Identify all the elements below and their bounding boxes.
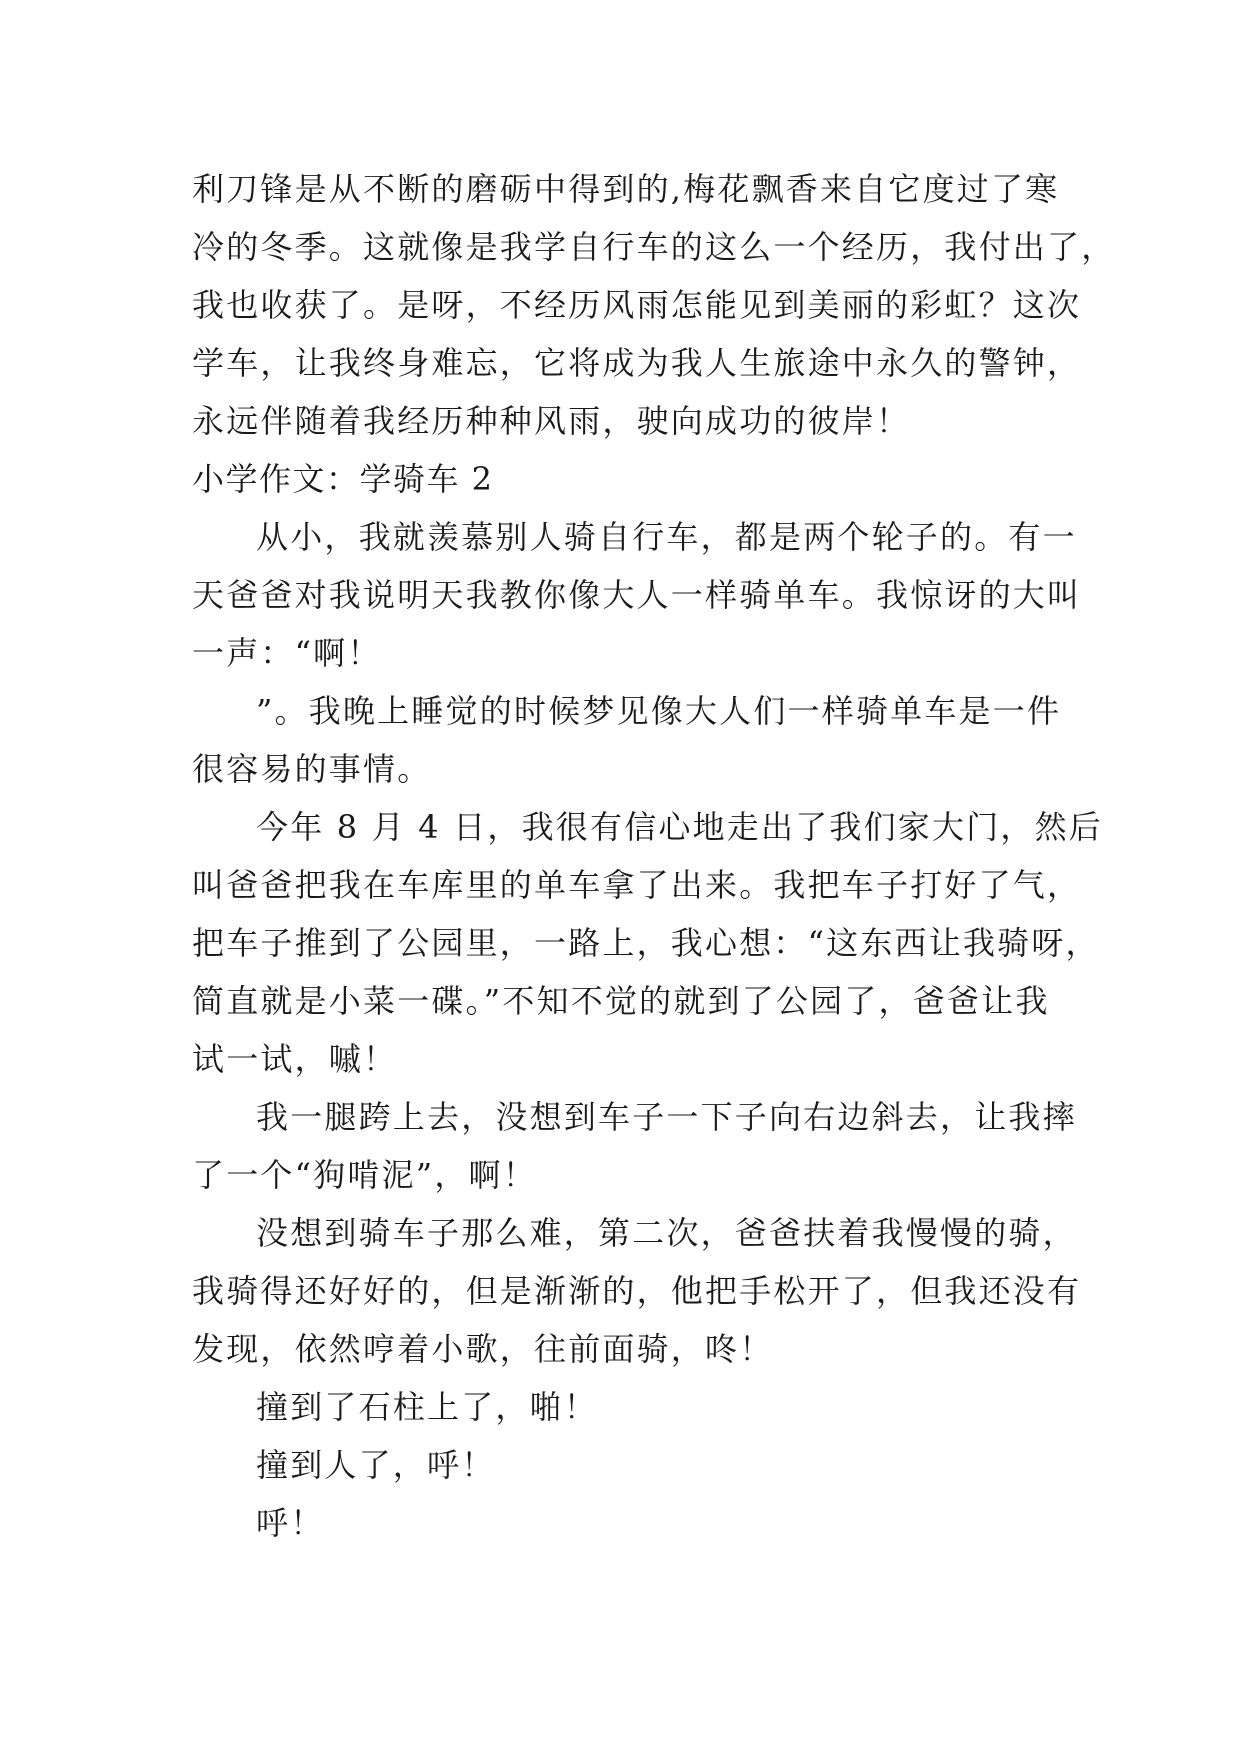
text-line-8: 天爸爸对我说明天我教你像大人一样骑单车。我惊讶的大叫 [192, 576, 1082, 614]
section-heading: 小学作文：学骑车 2 [192, 460, 494, 498]
text-line-3: 我也收获了。是呀，不经历风雨怎能见到美丽的彩虹？这次 [192, 286, 1082, 324]
text-line-4: 学车，让我终身难忘，它将成为我人生旅途中永久的警钟， [192, 344, 1082, 382]
text-line-15: 简直就是小菜一碟。”不知不觉的就到了公园了，爸爸让我 [192, 982, 1050, 1020]
text-line-24: 呼！ [256, 1504, 325, 1542]
text-line-14: 把车子推到了公园里，一路上，我心想：“这东西让我骑呀， [192, 924, 1100, 962]
text-line-9: 一声：“啊！ [192, 634, 382, 672]
text-line-19: 没想到骑车子那么难，第二次，爸爸扶着我慢慢的骑， [256, 1214, 1077, 1252]
text-line-23: 撞到人了，呼！ [256, 1446, 496, 1484]
text-line-11: 很容易的事情。 [192, 750, 432, 788]
text-line-13: 叫爸爸把我在车库里的单车拿了出来。我把车子打好了气， [192, 866, 1082, 904]
text-line-5: 永远伴随着我经历种种风雨，驶向成功的彼岸！ [192, 402, 911, 440]
text-line-10: ”。我晚上睡觉的时候梦见像大人们一样骑单车是一件 [256, 692, 1062, 730]
text-line-21: 发现，依然哼着小歌，往前面骑，咚！ [192, 1330, 774, 1368]
text-line-18: 了一个“狗啃泥”，啊！ [192, 1156, 537, 1194]
text-line-16: 试一试，嘁！ [192, 1040, 398, 1078]
text-line-2: 冷的冬季。这就像是我学自行车的这么一个经历，我付出了， [192, 228, 1116, 266]
text-line-17: 我一腿跨上去，没想到车子一下子向右边斜去，让我摔 [256, 1098, 1077, 1136]
document-body [192, 160, 1116, 1552]
text-line-1: 利刀锋是从不断的磨砺中得到的,梅花飘香来自它度过了寒 [192, 170, 1060, 208]
text-line-12: 今年 8 月 4 日，我很有信心地走出了我们家大门，然后 [256, 808, 1104, 846]
text-line-20: 我骑得还好好的，但是渐渐的，他把手松开了，但我还没有 [192, 1272, 1082, 1310]
text-line-7: 从小，我就羡慕别人骑自行车，都是两个轮子的。有一 [256, 518, 1077, 556]
text-line-22: 撞到了石柱上了，啪！ [256, 1388, 599, 1426]
